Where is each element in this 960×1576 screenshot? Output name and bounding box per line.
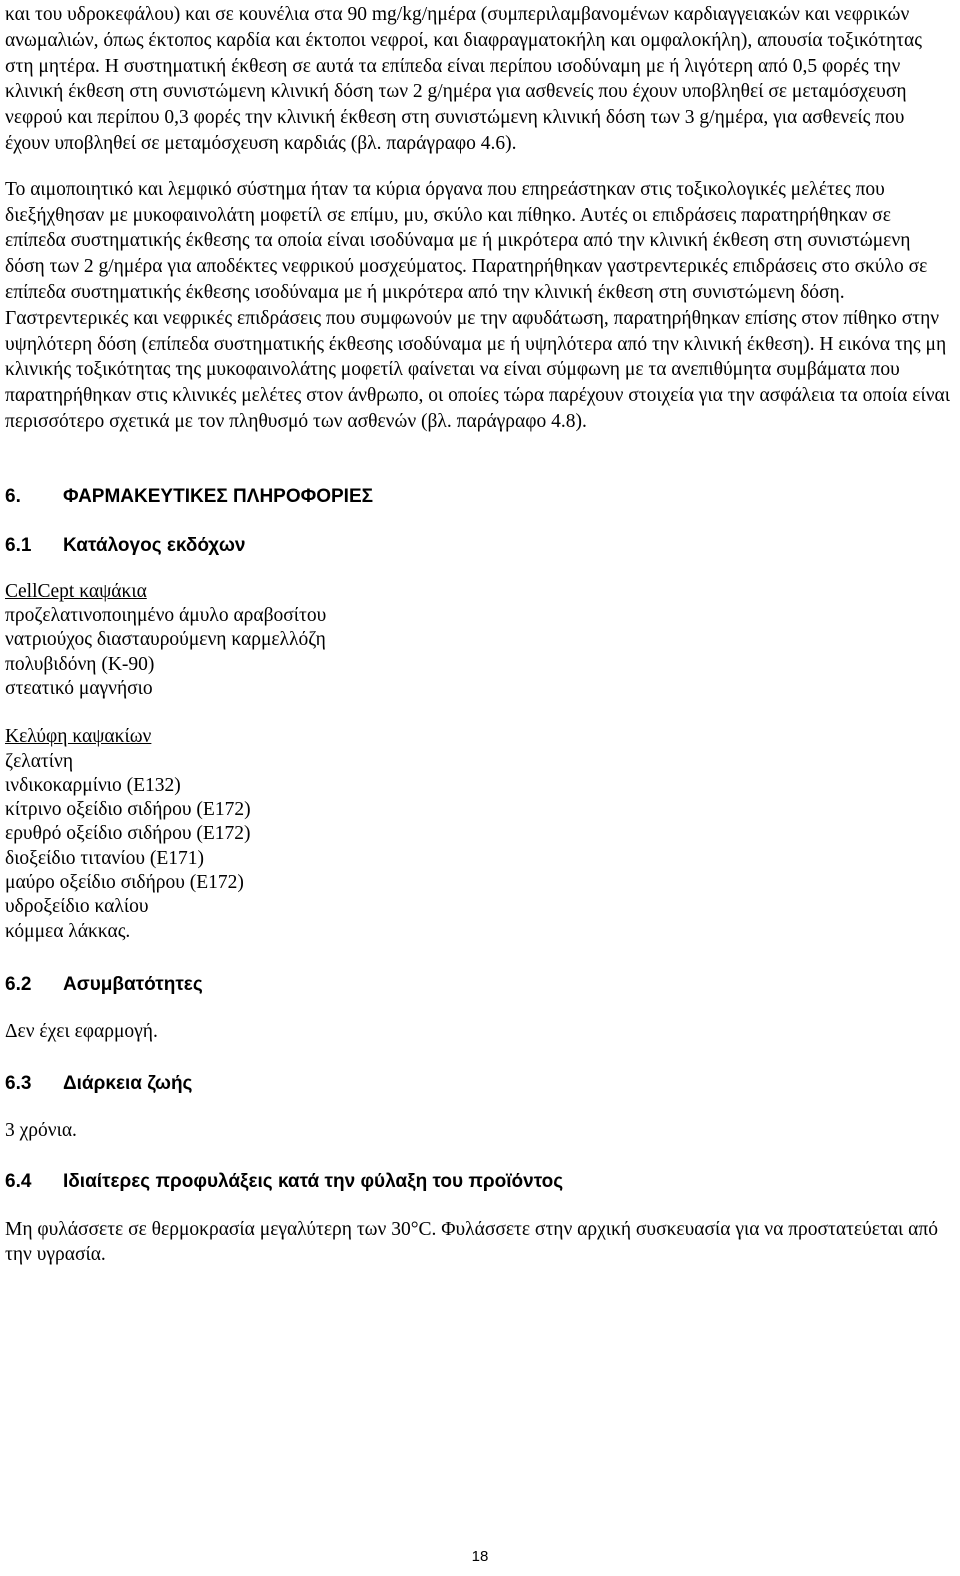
paragraph-toxicology-teratogenicity: και του υδροκεφάλου) και σε κουνέλια στα 90 mg/kg/ημέρα (συμπεριλαμβανομένων καρδιαγγειακών και νεφρικών ανωμαλιών, όπως έκτοπος καρδία και έκτοποι νεφροί, και διαφραγματοκήλη και ομφαλοκήλη), απουσία τοξικότητας στη μητέρα. Η συστηματική έκθεση σε αυτά τα επίπεδα είναι περίπου ισοδύναμη με ή λιγότερη από 0,5 φορές την κλινική έκθεση στη συνιστώμενη κλινική δόση των 2 g/ημέρα για ασθενείς που έχουν υποβληθεί σε μεταμόσχευση νεφρού και περίπου 0,3 φορές την κλινική έκθεση στη συνιστώμενη κλινική δόση των 3 g/ημέρα, για ασθενείς που έχουν υποβληθεί σε μεταμόσχευση καρδιάς (βλ. παράγραφο 4.6). (5, 4, 922, 154)
list-item: κόμμεα λάκκας. (5, 920, 131, 942)
section-heading-6-2 (5, 974, 950, 996)
section-title: Ασυμβατότητες (63, 973, 203, 995)
excipient-group-heading: Κελύφη καψακίων (5, 726, 152, 748)
list-item: υδροξείδιο καλίου (5, 896, 149, 918)
list-item: στεατικό μαγνήσιο (5, 677, 153, 699)
section-heading-6-3 (5, 1073, 950, 1095)
section-number: 6. (5, 485, 21, 507)
list-item: νατριούχος διασταυρούμενη καρμελλόζη (5, 629, 326, 651)
list-item: μαύρο οξείδιο σιδήρου (E172) (5, 872, 244, 894)
section-text: 3 χρόνια. (5, 1119, 77, 1141)
excipient-list-shell (5, 725, 950, 944)
section-number: 6.4 (5, 1170, 32, 1192)
list-item: προζελατινοποιημένο άμυλο αραβοσίτου (5, 605, 327, 627)
section-text: Δεν έχει εφαρμογή. (5, 1020, 158, 1042)
section-heading-6-4 (5, 1171, 950, 1193)
section-heading-6-1 (5, 535, 950, 557)
excipient-group-heading: CellCept καψάκια (5, 580, 147, 602)
section-number: 6.2 (5, 973, 32, 995)
list-item: ερυθρό οξείδιο σιδήρου (E172) (5, 823, 251, 845)
list-item: ζελατίνη (5, 750, 74, 772)
document-page (5, 0, 950, 1268)
section-title: Διάρκεια ζωής (63, 1072, 193, 1094)
list-item: κίτρινο οξείδιο σιδήρου (E172) (5, 799, 251, 821)
section-text: Μη φυλάσσετε σε θερμοκρασία μεγαλύτερη των 30°C. Φυλάσσετε στην αρχική συσκευασία για να προστατεύεται από την υγρασία. (5, 1218, 938, 1266)
list-item: διοξείδιο τιτανίου (E171) (5, 847, 204, 869)
list-item: πολυβιδόνη (K-90) (5, 653, 155, 675)
section-title: Ιδιαίτερες προφυλάξεις κατά την φύλαξη του προϊόντος (63, 1170, 564, 1192)
section-number: 6.3 (5, 1072, 32, 1094)
excipient-list-capsules (5, 580, 950, 701)
section-title: Κατάλογος εκδόχων (63, 534, 246, 556)
section-title: ΦΑΡΜΑΚΕΥΤΙΚΕΣ ΠΛΗΡΟΦΟΡΙΕΣ (63, 485, 374, 507)
section-heading-6 (5, 486, 950, 508)
page-number: 18 (471, 1548, 489, 1565)
paragraph-toxicology-systems: Το αιμοποιητικό και λεμφικό σύστημα ήταν τα κύρια όργανα που επηρεάστηκαν στις τοξικολογικές μελέτες που διεξήχθησαν με μυκοφαινολάτη μοφετίλ σε επίμυ, μυ, σκύλο και πίθηκο. Αυτές οι επιδράσεις παρατηρήθηκαν σε επίπεδα συστηματικής έκθεσης τα οποία είναι ισοδύναμα με ή μικρότερα από την κλινική έκθεση στη συνιστώμενη δόση των 2 g/ημέρα για αποδέκτες νεφρικού μοσχεύματος. Παρατηρήθηκαν γαστρεντερικές επιδράσεις στο σκύλο σε επίπεδα συστηματικής έκθεσης ισοδύναμα με ή μικρότερα από την κλινική έκθεση στη συνιστώμενη δόση. Γαστρεντερικές και νεφρικές επιδράσεις που συμφωνούν με την αφυδάτωση, παρατηρήθηκαν επίσης στον πίθηκο στην υψηλότερη δόση (επίπεδα συστηματικής έκθεσης ισοδύναμα με ή υψηλότερα από την κλινική έκθεση). Η εικόνα της μη κλινικής τοξικότητας της μυκοφαινολάτης μοφετίλ φαίνεται να είναι σύμφωνη με τα ανεπιθύμητα συμβάματα που παρατηρήθηκαν στις κλινικές μελέτες στον άνθρωπο, οι οποίες τώρα παρέχουν στοιχεία για την ασφάλεια τα οποία είναι περισσότερο σχετικά με τον πληθυσμό των ασθενών (βλ. παράγραφο 4.8). (5, 178, 950, 432)
list-item: ινδικοκαρμίνιο (E132) (5, 774, 181, 796)
section-number: 6.1 (5, 534, 32, 556)
